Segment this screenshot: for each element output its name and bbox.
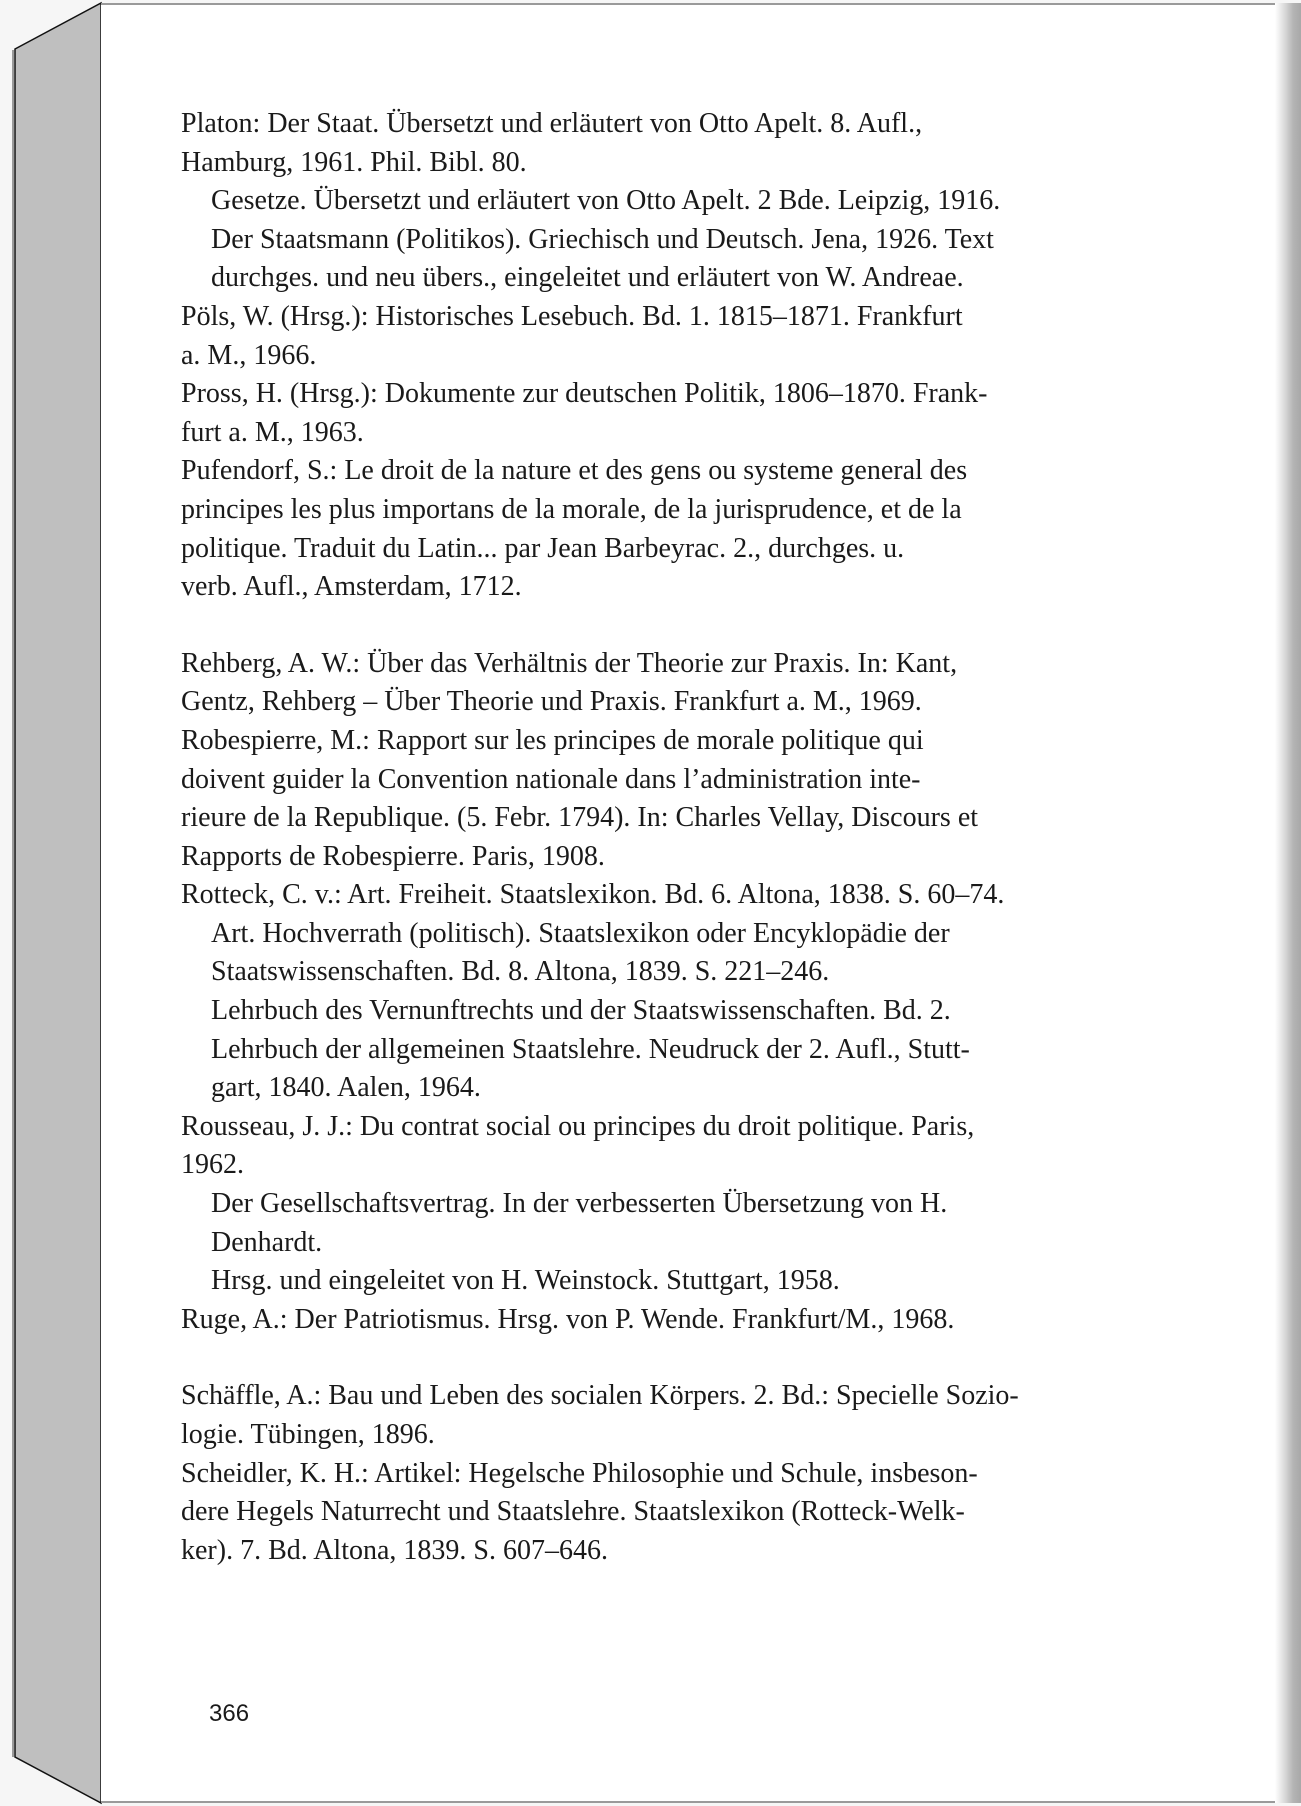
entry-line: Staatswissenschaften. Bd. 8. Altona, 1839. S. 221–246. (211, 956, 830, 988)
entry-line: doivent guider la Convention nationale dans l’administration inte- (181, 763, 921, 795)
bibliography-entry (181, 645, 1181, 722)
bibliography (181, 105, 1181, 1570)
entry-line: Gentz, Rehberg – Über Theorie und Praxis. Frankfurt a. M., 1969. (181, 686, 922, 718)
bibliography-entry (181, 375, 1181, 452)
entry-line: Hrsg. und eingeleitet von H. Weinstock. Stuttgart, 1958. (211, 1265, 840, 1297)
bibliography-entry (181, 1108, 1181, 1185)
bibliography-entry (181, 105, 1181, 182)
bibliography-sub-entry (181, 1185, 1181, 1262)
entry-line: Platon: Der Staat. Übersetzt und erläutert von Otto Apelt. 8. Aufl., (181, 108, 923, 139)
book-page (101, 3, 1280, 1803)
entry-line: logie. Tübingen, 1896. (181, 1419, 435, 1450)
page-number: 366 (209, 1700, 250, 1727)
entry-line: principes les plus importans de la morale, de la jurisprudence, et de la (181, 493, 962, 525)
section-p (181, 105, 1181, 607)
page-edge-shadow (1275, 3, 1301, 1803)
entry-line: durchges. und neu übers., eingeleitet und erläutert von W. Andreae. (211, 262, 964, 294)
bibliography-entry (181, 298, 1181, 375)
entry-line: Pufendorf, S.: Le droit de la nature et des gens ou systeme general des (181, 455, 968, 487)
entry-line: Hamburg, 1961. Phil. Bibl. 80. (181, 146, 527, 178)
entry-line: Pross, H. (Hrsg.): Dokumente zur deutschen Politik, 1806–1870. Frank- (181, 378, 988, 410)
bibliography-entry (181, 1301, 1181, 1340)
entry-line: Rehberg, A. W.: Über das Verhältnis der Theorie zur Praxis. In: Kant, (181, 647, 958, 679)
entry-line: Rousseau, J. J.: Du contrat social ou principes du droit politique. Paris, (181, 1110, 975, 1142)
bibliography-sub-entry (181, 1262, 1181, 1301)
entry-line: Schäffle, A.: Bau und Leben des socialen Körpers. 2. Bd.: Specielle Sozio- (181, 1380, 1019, 1412)
bibliography-entry (181, 722, 1181, 876)
section-gap (181, 1339, 1181, 1377)
entry-line: Der Gesellschaftsvertrag. In der verbesserten Übersetzung von H. (211, 1188, 948, 1220)
entry-line: Art. Hochverrath (politisch). Staatslexikon oder Encyklopädie der (211, 917, 950, 949)
section-r (181, 645, 1181, 1340)
section-s (181, 1377, 1181, 1570)
bibliography-entry (181, 452, 1181, 606)
bibliography-sub-entry (181, 915, 1181, 992)
entry-line: gart, 1840. Aalen, 1964. (211, 1072, 481, 1104)
entry-line: Lehrbuch der allgemeinen Staatslehre. Neudruck der 2. Aufl., Stutt- (211, 1033, 970, 1065)
bibliography-sub-entry (181, 992, 1181, 1108)
entry-line: verb. Aufl., Amsterdam, 1712. (181, 571, 522, 603)
entry-line: ker). 7. Bd. Altona, 1839. S. 607–646. (181, 1534, 608, 1566)
entry-line: Der Staatsmann (Politikos). Griechisch und Deutsch. Jena, 1926. Text (211, 223, 994, 255)
entry-line: furt a. M., 1963. (181, 416, 364, 448)
entry-line: Ruge, A.: Der Patriotismus. Hrsg. von P. Wende. Frankfurt/M., 1968. (181, 1303, 955, 1335)
entry-line: Rapports de Robespierre. Paris, 1908. (181, 840, 605, 872)
entry-line: 1962. (181, 1149, 244, 1181)
entry-line: Scheidler, K. H.: Artikel: Hegelsche Philosophie und Schule, insbeson- (181, 1457, 978, 1489)
bibliography-sub-entry (181, 182, 1181, 221)
entry-line: Robespierre, M.: Rapport sur les principes de morale politique qui (181, 724, 924, 756)
entry-line: rieure de la Republique. (5. Febr. 1794). In: Charles Vellay, Discours et (181, 802, 979, 834)
entry-line: Pöls, W. (Hrsg.): Historisches Lesebuch. Bd. 1. 1815–1871. Frankfurt (181, 300, 963, 332)
entry-line: Gesetze. Übersetzt und erläutert von Otto Apelt. 2 Bde. Leipzig, 1916. (211, 185, 1001, 217)
bibliography-entry (181, 876, 1181, 915)
entry-line: Lehrbuch des Vernunftrechts und der Staatswissenschaften. Bd. 2. (211, 995, 951, 1027)
entry-line: politique. Traduit du Latin... par Jean Barbeyrac. 2., durchges. u. (181, 532, 905, 564)
section-gap (181, 607, 1181, 645)
bibliography-entry (181, 1377, 1181, 1454)
entry-line: dere Hegels Naturrecht und Staatslehre. Staatslexikon (Rotteck-Welk- (181, 1496, 965, 1528)
bibliography-sub-entry (181, 221, 1181, 298)
entry-line: Rotteck, C. v.: Art. Freiheit. Staatslexikon. Bd. 6. Altona, 1838. S. 60–74. (181, 879, 1005, 911)
entry-line: a. M., 1966. (181, 339, 317, 371)
bibliography-entry (181, 1455, 1181, 1571)
entry-line: Denhardt. (211, 1226, 323, 1258)
